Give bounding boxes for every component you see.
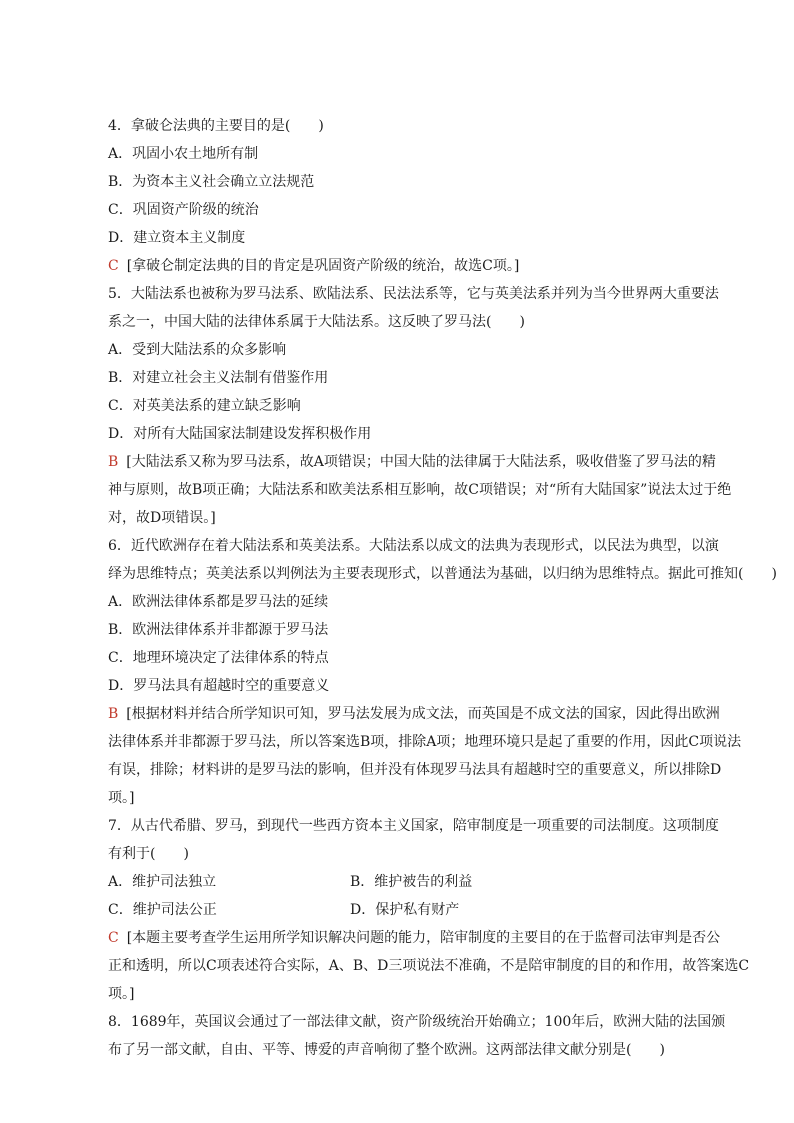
question-7-stem-line-2: 有利于( ) (108, 846, 189, 862)
question-4-option-c: C．巩固资产阶级的统治 (108, 202, 259, 218)
question-4-option-b: B．为资本主义社会确立立法规范 (108, 174, 315, 190)
question-5-option-d: D．对所有大陆国家法制建设发挥积极作用 (108, 426, 372, 442)
question-6-explanation-line-3: 有误，排除；材料讲的是罗马法的影响，但并没有体现罗马法具有超越时空的重要意义，所以排除D (108, 762, 722, 778)
question-8-stem-line-2: 布了另一部文献，自由、平等、博爱的声音响彻了整个欧洲。这两部法律文献分别是( ) (108, 1042, 665, 1058)
question-5-stem-line-2: 系之一，中国大陆的法律体系属于大陆法系。这反映了罗马法( ) (108, 314, 525, 330)
question-5-explanation-line-1: [大陆法系又称为罗马法系，故A项错误；中国大陆的法律属于大陆法系，吸收借鉴了罗马法的精 (126, 454, 716, 470)
question-6-explanation-line-4: 项。] (108, 790, 135, 806)
question-4-explanation-line-1: [拿破仑制定法典的目的肯定是巩固资产阶级的统治，故选C项。] (126, 258, 520, 274)
question-5-explanation-line-2: 神与原则，故B项正确；大陆法系和欧美法系相互影响，故C项错误；对“所有大陆国家”说法太过于绝 (108, 482, 732, 498)
question-6 (108, 532, 777, 812)
question-7-options-row-1 (108, 868, 720, 896)
question-5-answer (108, 448, 720, 476)
question-6-option-a: A．欧洲法律体系都是罗马法的延续 (108, 594, 329, 610)
question-7-explanation-line-1: [本题主要考查学生运用所学知识解决问题的能力，陪审制度的主要目的在于监督司法审判是否公 (126, 930, 721, 946)
question-8-stem-line-1: 8．1689年，英国议会通过了一部法律文献，资产阶级统治开始确立；100年后，欧洲大陆的法国颁 (108, 1014, 726, 1030)
question-5-answer-letter: B (108, 454, 119, 470)
question-6-answer-letter: B (108, 706, 119, 722)
question-7-option-b: B．维护被告的利益 (350, 874, 473, 890)
question-6-option-d: D．罗马法具有超越时空的重要意义 (108, 678, 330, 694)
question-5-option-b: B．对建立社会主义法制有借鉴作用 (108, 370, 329, 386)
question-7-explanation-line-3: 项。] (108, 986, 135, 1002)
question-4-stem: 4．拿破仑法典的主要目的是( ) (108, 118, 324, 134)
question-7-option-a: A．维护司法独立 (108, 874, 217, 890)
question-6-option-c: C．地理环境决定了法律体系的特点 (108, 650, 329, 666)
question-5-option-c: C．对英美法系的建立缺乏影响 (108, 398, 301, 414)
question-5-stem-line-1: 5．大陆法系也被称为罗马法系、欧陆法系、民法法系等，它与英美法系并列为当今世界两大重要法 (108, 286, 719, 302)
question-7-option-c: C．维护司法公正 (108, 902, 217, 918)
question-6-option-b: B．欧洲法律体系并非都源于罗马法 (108, 622, 329, 638)
question-7-stem-line-1: 7．从古代希腊、罗马，到现代一些西方资本主义国家，陪审制度是一项重要的司法制度。这项制度 (108, 818, 719, 834)
question-5-option-a: A．受到大陆法系的众多影响 (108, 342, 287, 358)
question-6-explanation-line-2: 法律体系并非都源于罗马法，所以答案选B项，排除A项；地理环境只是起了重要的作用，因此C项说法 (108, 734, 742, 750)
question-7-options-row-2 (108, 896, 720, 924)
question-4 (108, 112, 720, 280)
question-5 (108, 280, 732, 532)
question-7-option-d: D．保护私有财产 (350, 902, 460, 918)
question-5-explanation-line-3: 对，故D项错误。] (108, 510, 216, 526)
question-7-answer-letter: C (108, 930, 119, 946)
question-4-answer-letter: C (108, 258, 119, 274)
question-6-stem-line-2: 绎为思维特点；英美法系以判例法为主要表现形式，以普通法为基础，以归纳为思维特点。据此可推知( ) (108, 566, 777, 582)
question-6-stem-line-1: 6．近代欧洲存在着大陆法系和英美法系。大陆法系以成文的法典为表现形式，以民法为典型，以演 (108, 538, 719, 554)
question-7-explanation-line-2: 正和透明，所以C项表述符合实际，A、B、D三项说法不准确，不是陪审制度的目的和作用，故答案选C (108, 958, 750, 974)
question-7-answer (108, 924, 720, 952)
question-4-answer (108, 252, 720, 280)
question-6-explanation-line-1: [根据材料并结合所学知识可知，罗马法发展为成文法，而英国是不成文法的国家，因此得出欧洲 (126, 706, 720, 722)
question-4-option-a: A．巩固小农土地所有制 (108, 146, 259, 162)
question-list (108, 112, 777, 1064)
question-4-option-d: D．建立资本主义制度 (108, 230, 246, 246)
question-6-answer (108, 700, 720, 728)
question-7 (108, 812, 750, 1008)
question-8 (108, 1008, 726, 1064)
